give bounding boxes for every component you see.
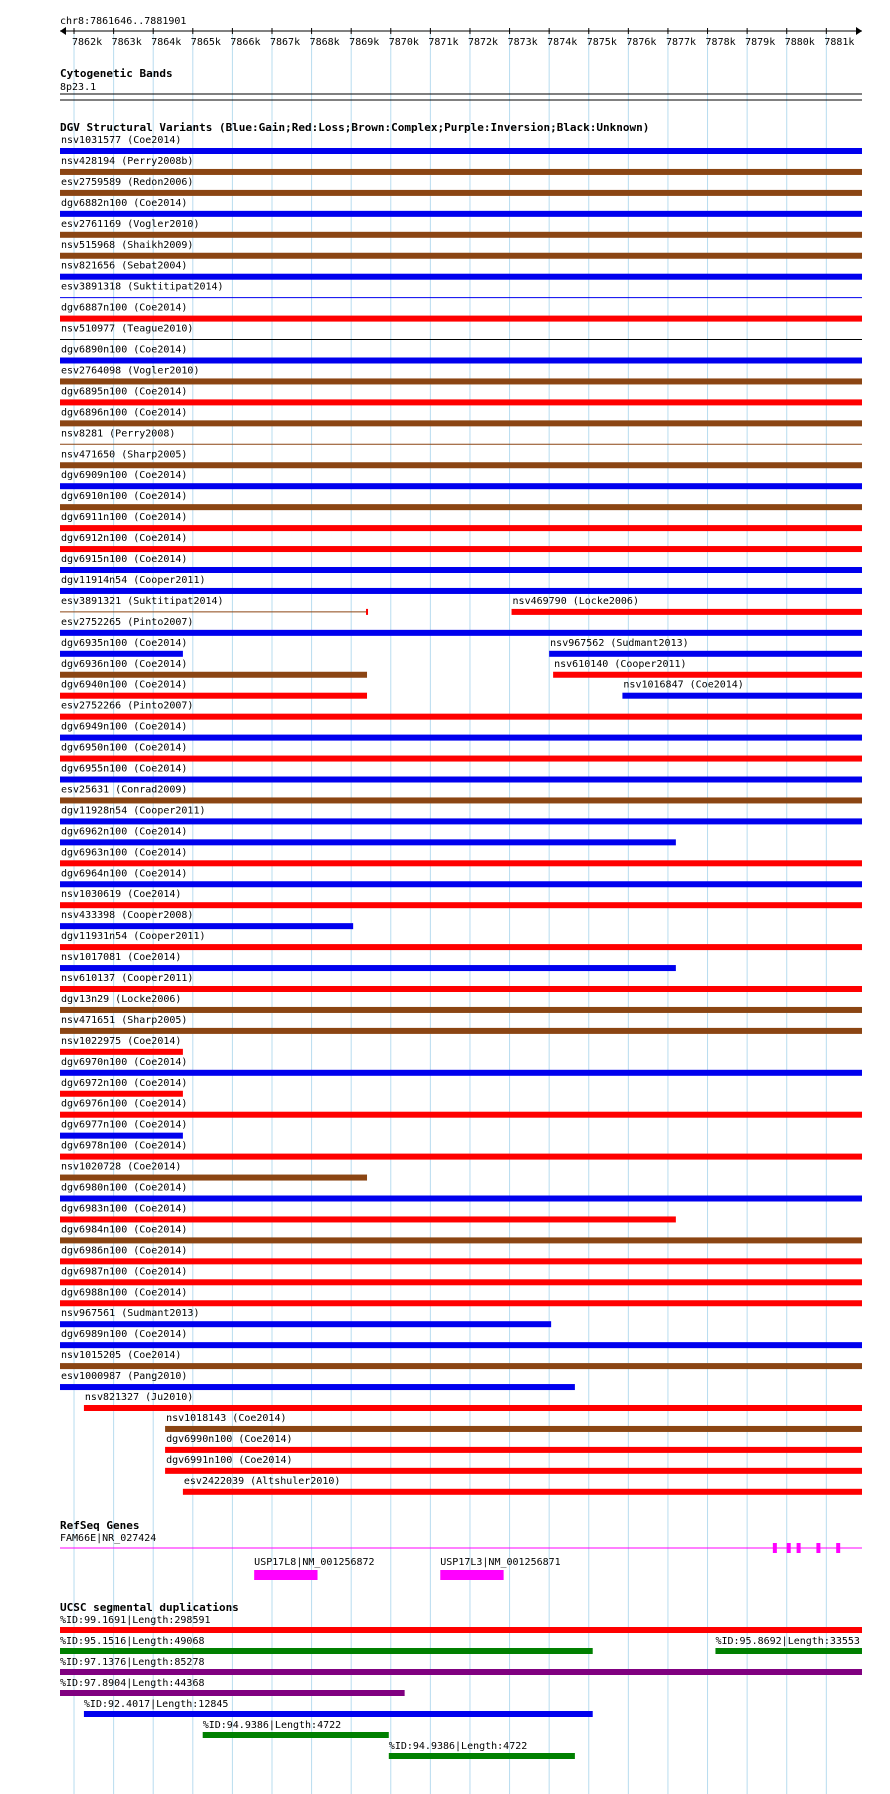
ruler-tick-label: 7865k — [190, 37, 221, 48]
variant-label: esv2752266 (Pinto2007) — [61, 700, 194, 712]
variant-bar — [60, 944, 862, 950]
variant-bar — [60, 1133, 183, 1139]
variant-bar — [60, 378, 862, 384]
variant-bar — [60, 1028, 862, 1034]
variant-label: dgv6882n100 (Coe2014) — [61, 197, 188, 209]
segdup-label: %ID:94.9386|Length:4722 — [388, 1741, 528, 1752]
variant-bar — [60, 923, 353, 929]
variant-bar — [60, 672, 367, 678]
ruler-tick-label: 7878k — [705, 37, 736, 48]
variant-label: esv2761169 (Vogler2010) — [61, 218, 200, 230]
variant-label: nsv1020728 (Coe2014) — [61, 1161, 182, 1173]
ruler-tick-label: 7873k — [507, 37, 538, 48]
gene-exon — [816, 1543, 820, 1553]
variant-bar — [60, 567, 862, 573]
ruler-tick-label: 7874k — [547, 37, 578, 48]
variant-bar — [60, 316, 862, 322]
variant-bar — [60, 986, 862, 992]
variant-bar — [60, 860, 862, 866]
gene-bar — [254, 1570, 317, 1580]
segdup-track-title: UCSC segmental duplications — [60, 1601, 239, 1614]
gene-label: FAM66E|NR_027424 — [60, 1533, 157, 1544]
variant-label: dgv6980n100 (Coe2014) — [61, 1182, 188, 1194]
variant-bar — [60, 630, 862, 636]
ruler-left-arrow — [60, 27, 66, 35]
variant-label: esv3891318 (Suktitipat2014) — [61, 281, 224, 293]
ruler-tick-label: 7880k — [784, 37, 815, 48]
variant-bar — [60, 504, 862, 510]
variant-label: dgv6887n100 (Coe2014) — [61, 302, 188, 314]
variant-label: dgv13n29 (Locke2006) — [61, 993, 182, 1005]
variant-bar — [60, 483, 862, 489]
variant-label: nsv610140 (Cooper2011) — [554, 658, 687, 670]
segdup-bar — [60, 1669, 862, 1675]
variant-bar — [60, 588, 862, 594]
variant-bar — [60, 818, 862, 824]
variant-label: nsv821327 (Ju2010) — [84, 1392, 194, 1403]
gene-exon — [787, 1543, 791, 1553]
segdup-label: %ID:95.8692|Length:33553 — [715, 1636, 860, 1647]
variant-label: dgv6976n100 (Coe2014) — [61, 1098, 188, 1110]
refseq-genes-track — [60, 1533, 862, 1580]
variant-bar — [60, 777, 862, 783]
variant-label: dgv11914n54 (Cooper2011) — [61, 574, 206, 586]
variant-label: dgv6936n100 (Coe2014) — [61, 658, 188, 670]
variant-bar — [183, 1489, 862, 1495]
variant-bar — [60, 148, 862, 154]
variant-label: dgv6984n100 (Coe2014) — [61, 1224, 188, 1236]
segdup-bar — [60, 1648, 593, 1654]
variant-bar — [60, 1300, 862, 1306]
variant-label: dgv6955n100 (Coe2014) — [61, 763, 188, 775]
variant-label: dgv6963n100 (Coe2014) — [61, 847, 188, 859]
variant-label: dgv6970n100 (Coe2014) — [61, 1056, 188, 1068]
variant-bar — [165, 1426, 862, 1432]
variant-label: dgv6912n100 (Coe2014) — [61, 533, 188, 545]
ruler-tick-label: 7881k — [824, 37, 855, 48]
segdup-label: %ID:97.1376|Length:85278 — [60, 1657, 205, 1668]
dgv-structural-variants-track — [60, 135, 862, 1495]
variant-bar — [60, 462, 862, 468]
variant-bar — [60, 881, 862, 887]
segdup-bar — [60, 1627, 862, 1633]
cytoband-title: Cytogenetic Bands — [60, 67, 173, 80]
segdup-bar — [203, 1732, 389, 1738]
variant-bar — [60, 525, 862, 531]
variant-bar — [60, 1321, 551, 1327]
variant-label: nsv471650 (Sharp2005) — [61, 449, 188, 461]
variant-bar — [60, 965, 676, 971]
variant-bar — [60, 1384, 575, 1390]
segdup-bar — [60, 1690, 405, 1696]
ruler-tick-label: 7863k — [111, 37, 142, 48]
segdup-label: %ID:92.4017|Length:12845 — [83, 1699, 229, 1710]
ruler-tick-label: 7872k — [467, 37, 499, 48]
variant-bar — [60, 797, 862, 803]
location-label: chr8:7861646..7881901 — [60, 16, 187, 27]
variant-bar — [60, 546, 862, 552]
variant-label: dgv6964n100 (Coe2014) — [61, 868, 188, 880]
variant-label: dgv6911n100 (Coe2014) — [61, 512, 188, 524]
ruler-tick-label: 7867k — [269, 37, 301, 48]
variant-label: dgv6896n100 (Coe2014) — [61, 407, 188, 419]
segdup-bar — [389, 1753, 575, 1759]
variant-bar — [549, 651, 862, 657]
variant-bar — [622, 693, 862, 699]
ruler-tick-label: 7879k — [745, 37, 776, 48]
gene-label: USP17L8|NM_001256872 — [254, 1557, 375, 1568]
ruler-tick-label: 7866k — [230, 37, 261, 48]
variant-bar — [165, 1468, 862, 1474]
variant-bar — [60, 756, 862, 762]
gene-exon — [797, 1543, 801, 1553]
variant-label: nsv1018143 (Coe2014) — [166, 1412, 287, 1424]
variant-bar — [60, 211, 862, 217]
variant-label: nsv428194 (Perry2008b) — [61, 155, 194, 167]
variant-label: dgv6978n100 (Coe2014) — [61, 1140, 188, 1152]
variant-bar — [60, 1258, 862, 1264]
segdup-bar — [84, 1711, 593, 1717]
variant-label: dgv6950n100 (Coe2014) — [61, 742, 188, 754]
variant-label: nsv515968 (Shaikh2009) — [61, 239, 194, 251]
variant-label: dgv6895n100 (Coe2014) — [61, 386, 188, 398]
ruler-tick-label: 7869k — [349, 37, 380, 48]
cytoband-track — [60, 67, 862, 100]
variant-bar — [60, 693, 367, 699]
variant-label: esv2759589 (Redon2006) — [61, 176, 194, 188]
variant-label: dgv6909n100 (Coe2014) — [61, 470, 188, 482]
variant-bar — [60, 651, 183, 657]
variant-bar — [60, 839, 676, 845]
gene-label: USP17L3|NM_001256871 — [440, 1557, 561, 1568]
variant-bar — [165, 1447, 862, 1453]
variant-bar — [60, 1175, 367, 1181]
variant-bar — [60, 1007, 862, 1013]
variant-label: nsv1015205 (Coe2014) — [61, 1350, 182, 1362]
variant-bar — [60, 1091, 183, 1097]
segmental-duplications-track — [60, 1615, 862, 1759]
variant-bar — [60, 1363, 862, 1369]
variant-label: dgv6949n100 (Coe2014) — [61, 721, 188, 733]
variant-label: nsv1031577 (Coe2014) — [61, 135, 182, 146]
variant-label: dgv11931n54 (Cooper2011) — [61, 931, 206, 943]
variant-label: nsv610137 (Cooper2011) — [61, 973, 194, 984]
variant-label: nsv1017081 (Coe2014) — [61, 952, 182, 964]
variant-label: dgv6989n100 (Coe2014) — [61, 1329, 188, 1341]
variant-label: nsv8281 (Perry2008) — [61, 428, 176, 440]
variant-bar — [60, 169, 862, 175]
variant-bar — [60, 253, 862, 259]
variant-bar — [60, 902, 862, 908]
variant-bar — [84, 1405, 862, 1411]
ruler-right-arrow — [856, 27, 862, 35]
variant-label: nsv471651 (Sharp2005) — [61, 1014, 188, 1026]
segdup-label: %ID:94.9386|Length:4722 — [202, 1720, 342, 1731]
variant-label: dgv6935n100 (Coe2014) — [61, 637, 188, 649]
variant-label: dgv6940n100 (Coe2014) — [61, 679, 188, 691]
segdup-bar — [715, 1648, 862, 1654]
variant-label: nsv469790 (Locke2006) — [512, 595, 639, 607]
variant-label: esv2764098 (Vogler2010) — [61, 365, 200, 377]
variant-label: dgv6987n100 (Coe2014) — [61, 1266, 188, 1278]
dgv-track-title: DGV Structural Variants (Blue:Gain;Red:Loss;Brown:Complex;Purple:Inversion;Black:Unknown) — [60, 121, 650, 134]
variant-label: dgv6890n100 (Coe2014) — [61, 344, 188, 356]
refseq-track-title: RefSeq Genes — [60, 1519, 140, 1532]
variant-bar — [512, 609, 862, 615]
variant-label: esv1000987 (Pang2010) — [61, 1371, 188, 1383]
variant-label: nsv967561 (Sudmant2013) — [61, 1308, 200, 1320]
variant-label: nsv1030619 (Coe2014) — [61, 889, 182, 901]
variant-label: esv25631 (Conrad2009) — [61, 784, 188, 796]
segdup-label: %ID:95.1516|Length:49068 — [60, 1636, 205, 1647]
variant-bar — [60, 1342, 862, 1348]
variant-label: dgv6990n100 (Coe2014) — [166, 1433, 293, 1445]
variant-label: nsv510977 (Teague2010) — [61, 323, 194, 335]
variant-bar — [60, 420, 862, 426]
variant-bar — [60, 1237, 862, 1243]
variant-label: nsv433398 (Cooper2008) — [61, 910, 194, 922]
variant-label: esv3891321 (Suktitipat2014) — [61, 595, 224, 607]
segdup-label: %ID:97.8904|Length:44368 — [60, 1678, 205, 1689]
ruler-track — [60, 16, 862, 48]
ruler-tick-label: 7871k — [428, 37, 459, 48]
variant-label: dgv6988n100 (Coe2014) — [61, 1287, 188, 1299]
variant-label: esv2422039 (Altshuler2010) — [183, 1475, 341, 1487]
variant-label: dgv6977n100 (Coe2014) — [61, 1119, 188, 1131]
variant-bar — [60, 1154, 862, 1160]
variant-bar — [60, 232, 862, 238]
variant-label: nsv1022975 (Coe2014) — [61, 1035, 182, 1047]
variant-label: dgv6962n100 (Coe2014) — [61, 826, 188, 838]
variant-bar — [60, 714, 862, 720]
variant-label: nsv821656 (Sebat2004) — [61, 260, 188, 272]
ruler-tick-label: 7868k — [309, 37, 340, 48]
variant-label: dgv6910n100 (Coe2014) — [61, 491, 188, 503]
gene-bar — [440, 1570, 503, 1580]
variant-label: nsv967562 (Sudmant2013) — [550, 637, 689, 649]
gene-exon — [773, 1543, 777, 1553]
variant-bar — [60, 1049, 183, 1055]
variant-label: dgv6915n100 (Coe2014) — [61, 554, 188, 565]
ruler-tick-label: 7870k — [388, 37, 419, 48]
variant-bar — [553, 672, 862, 678]
segdup-label: %ID:99.1691|Length:298591 — [60, 1615, 211, 1626]
ruler-tick-label: 7876k — [626, 37, 657, 48]
cytoband-label: 8p23.1 — [60, 82, 97, 93]
variant-bar — [60, 190, 862, 196]
variant-bar — [60, 1112, 862, 1118]
variant-label: dgv6991n100 (Coe2014) — [166, 1454, 293, 1466]
variant-label: dgv6983n100 (Coe2014) — [61, 1203, 188, 1215]
variant-bar — [60, 1070, 862, 1076]
variant-bar — [60, 399, 862, 405]
ruler-tick-label: 7864k — [151, 37, 182, 48]
ruler-tick-label: 7862k — [72, 37, 103, 48]
variant-bar — [60, 1216, 676, 1222]
gene-exon — [836, 1543, 840, 1553]
variant-label: dgv6972n100 (Coe2014) — [61, 1077, 188, 1089]
variant-label: dgv6986n100 (Coe2014) — [61, 1245, 188, 1257]
variant-label: esv2752265 (Pinto2007) — [61, 616, 194, 628]
ruler-tick-label: 7877k — [665, 37, 697, 48]
variant-bar — [60, 1279, 862, 1285]
variant-label: nsv1016847 (Coe2014) — [623, 679, 744, 691]
variant-bar — [60, 358, 862, 364]
ruler-tick-label: 7875k — [586, 37, 617, 48]
variant-bar — [60, 1196, 862, 1202]
variant-bar — [60, 735, 862, 741]
variant-bar — [60, 274, 862, 280]
variant-label: dgv11928n54 (Cooper2011) — [61, 805, 206, 817]
